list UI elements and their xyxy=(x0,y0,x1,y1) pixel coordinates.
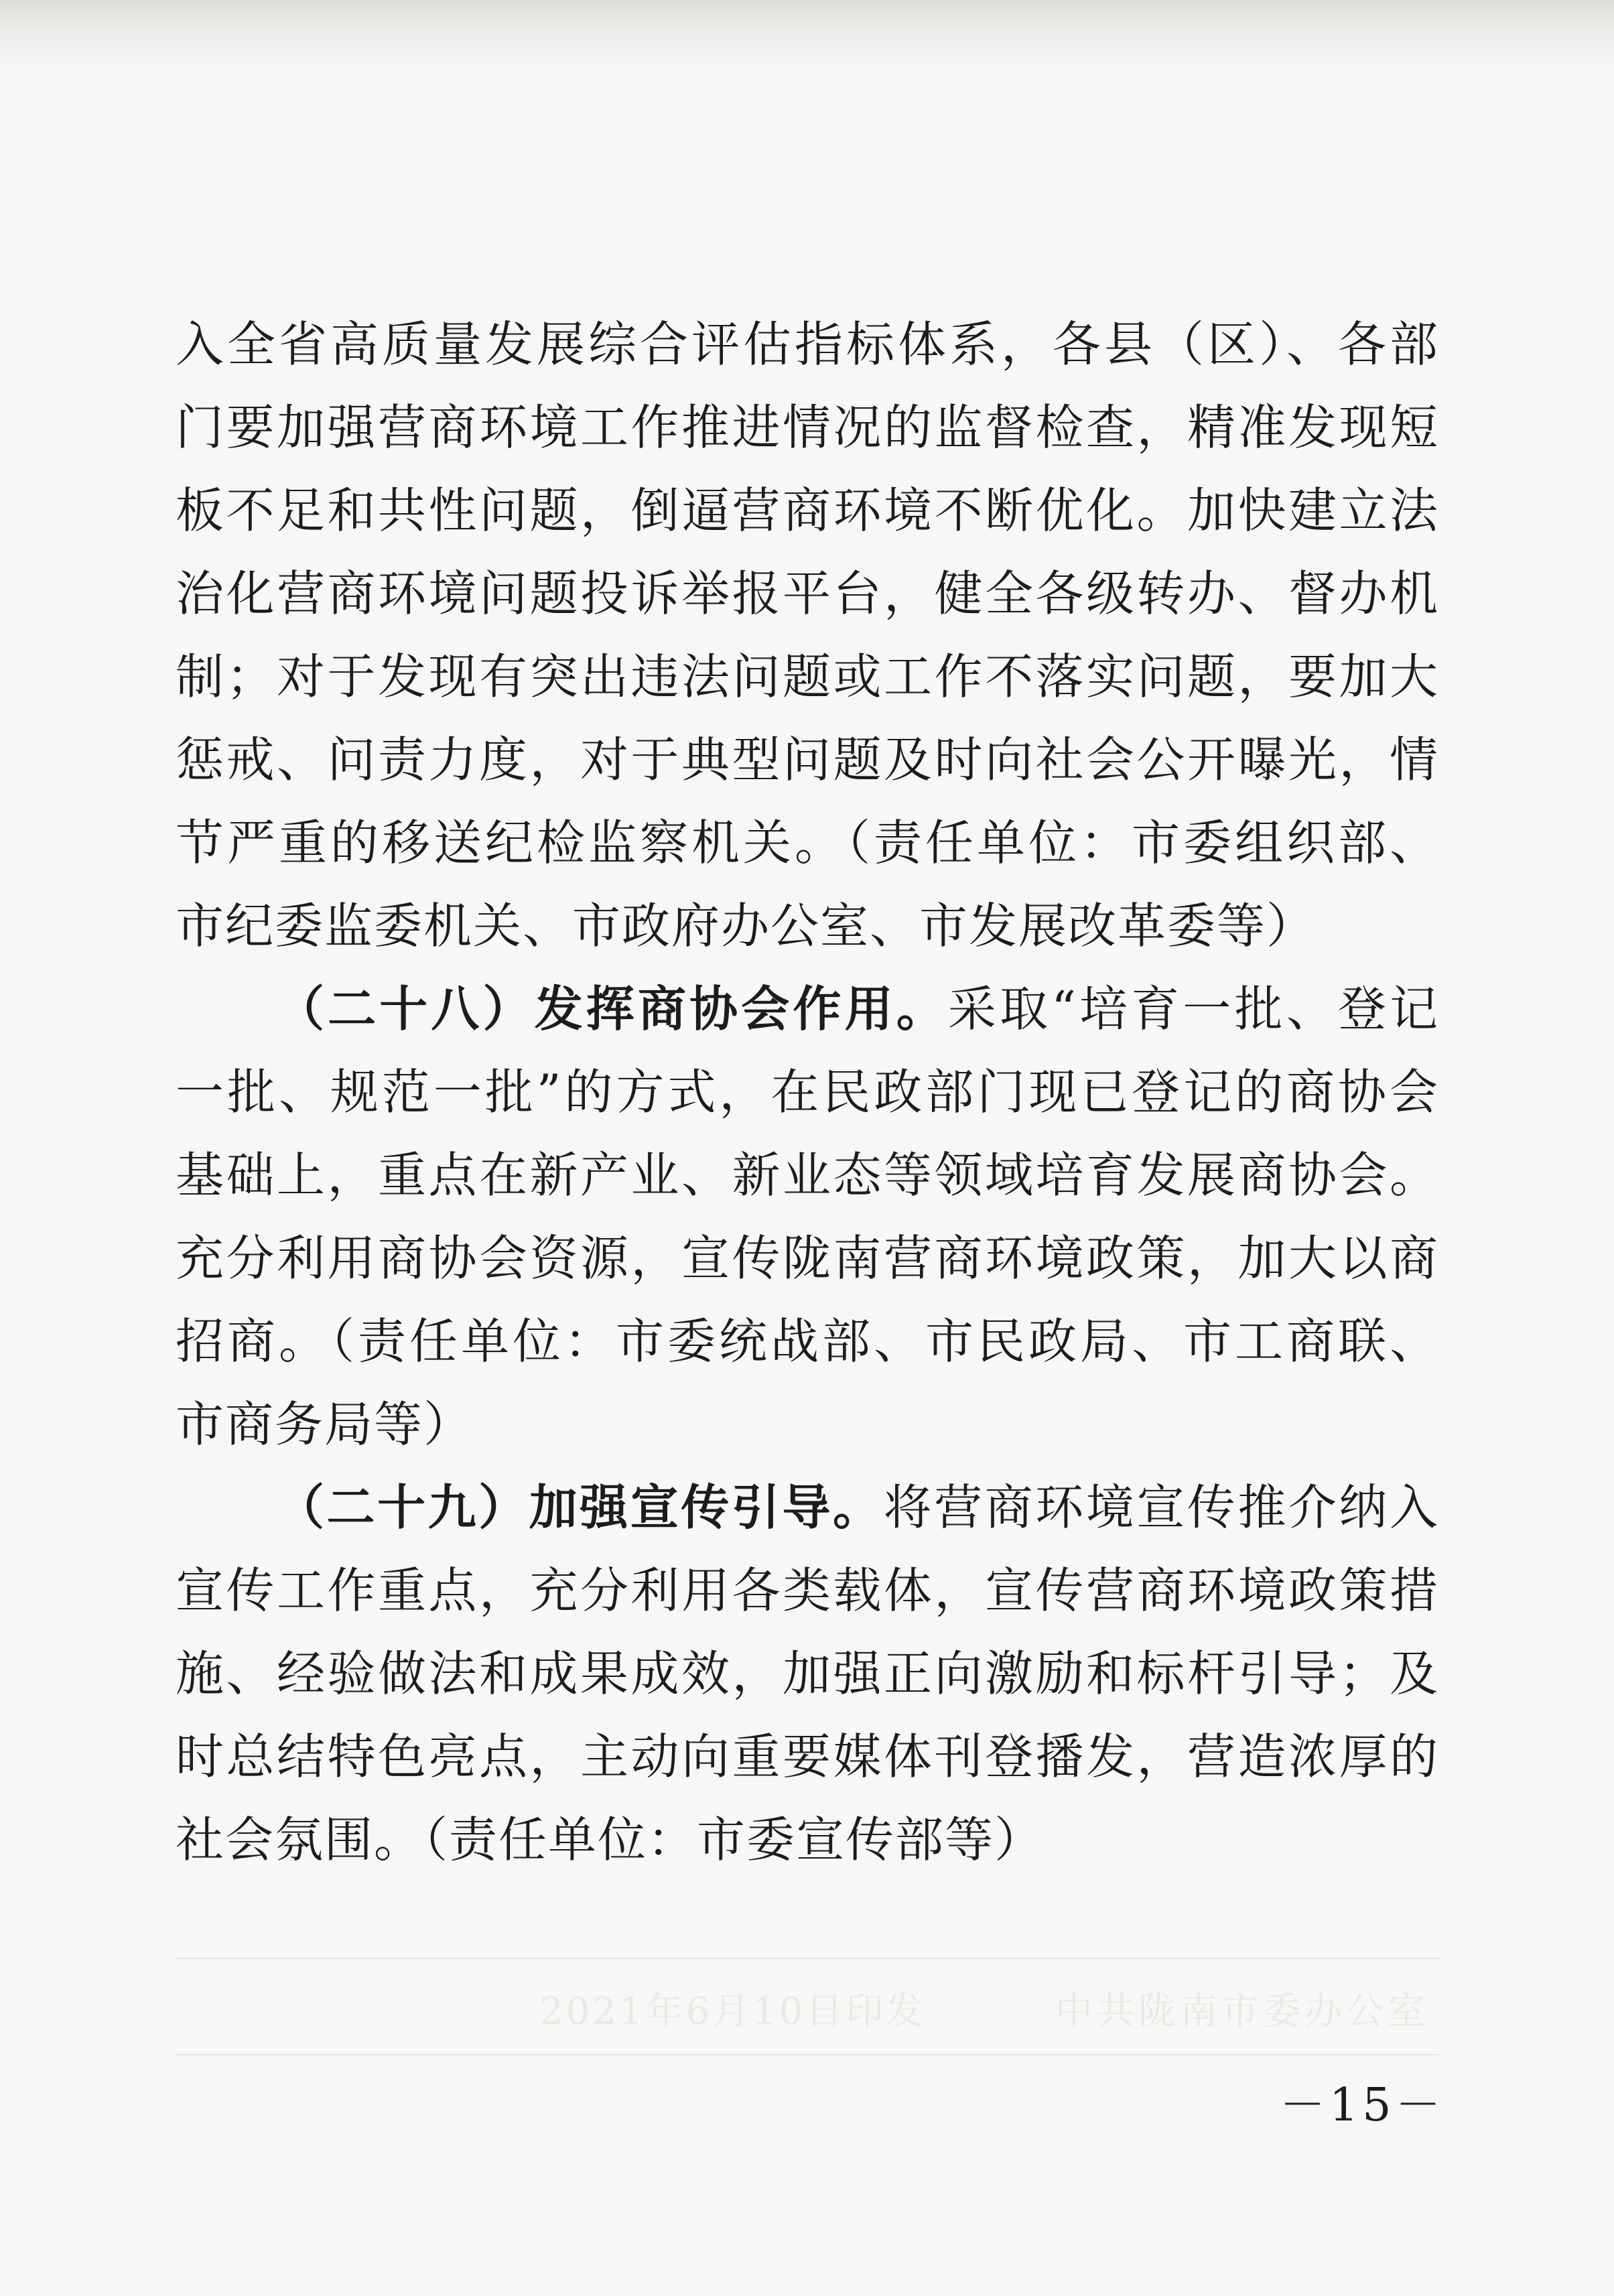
footer-print-date: 2021年6月10日印发 xyxy=(539,1990,927,2033)
paragraph-28 xyxy=(176,967,1439,1466)
footer-issuer: 中共陇南市委办公室 xyxy=(1055,1990,1429,2033)
paragraph-29 xyxy=(176,1466,1439,1881)
paragraph-heading: （二十八）发挥商协会作用。 xyxy=(276,980,948,1037)
footer-rule-top xyxy=(176,1958,1439,1959)
paragraph-text: 采取“培育一批、登记一批、规范一批”的方式，在民政部门现已登记的商协会基础上，重点在新产业、新业态等领域培育发展商协会。充分利用商协会资源，宣传陇南营商环境政策，加大以商招商。（责任单位：市委统战部、市民政局、市工商联、市商务局等） xyxy=(176,981,1439,1453)
page-number: －15－ xyxy=(1280,2079,1445,2132)
footer-rule-bottom xyxy=(176,2054,1439,2055)
paragraph-heading: （二十九）加强宣传引导。 xyxy=(276,1479,884,1536)
paragraph-continued xyxy=(176,303,1439,967)
scan-top-shadow xyxy=(0,0,1614,74)
paragraph-text: 将营商环境宣传推介纳入宣传工作重点，充分利用各类载体，宣传营商环境政策措施、经验做法和成果成效，加强正向激励和标杆引导；及时总结特色亮点，主动向重要媒体刊登播发，营造浓厚的社会氛围。（责任单位：市委宣传部等） xyxy=(176,1479,1439,1868)
paragraph-text: 入全省高质量发展综合评估指标体系，各县（区）、各部门要加强营商环境工作推进情况的监督检查，精准发现短板不足和共性问题，倒逼营商环境不断优化。加快建立法治化营商环境问题投诉举报平台，健全各级转办、督办机制；对于发现有突出违法问题或工作不落实问题，要加大惩戒、问责力度，对于典型问题及时向社会公开曝光，情节严重的移送纪检监察机关。（责任单位：市委组织部、市纪委监委机关、市政府办公室、市发展改革委等） xyxy=(176,316,1439,954)
document-body xyxy=(176,303,1439,1881)
